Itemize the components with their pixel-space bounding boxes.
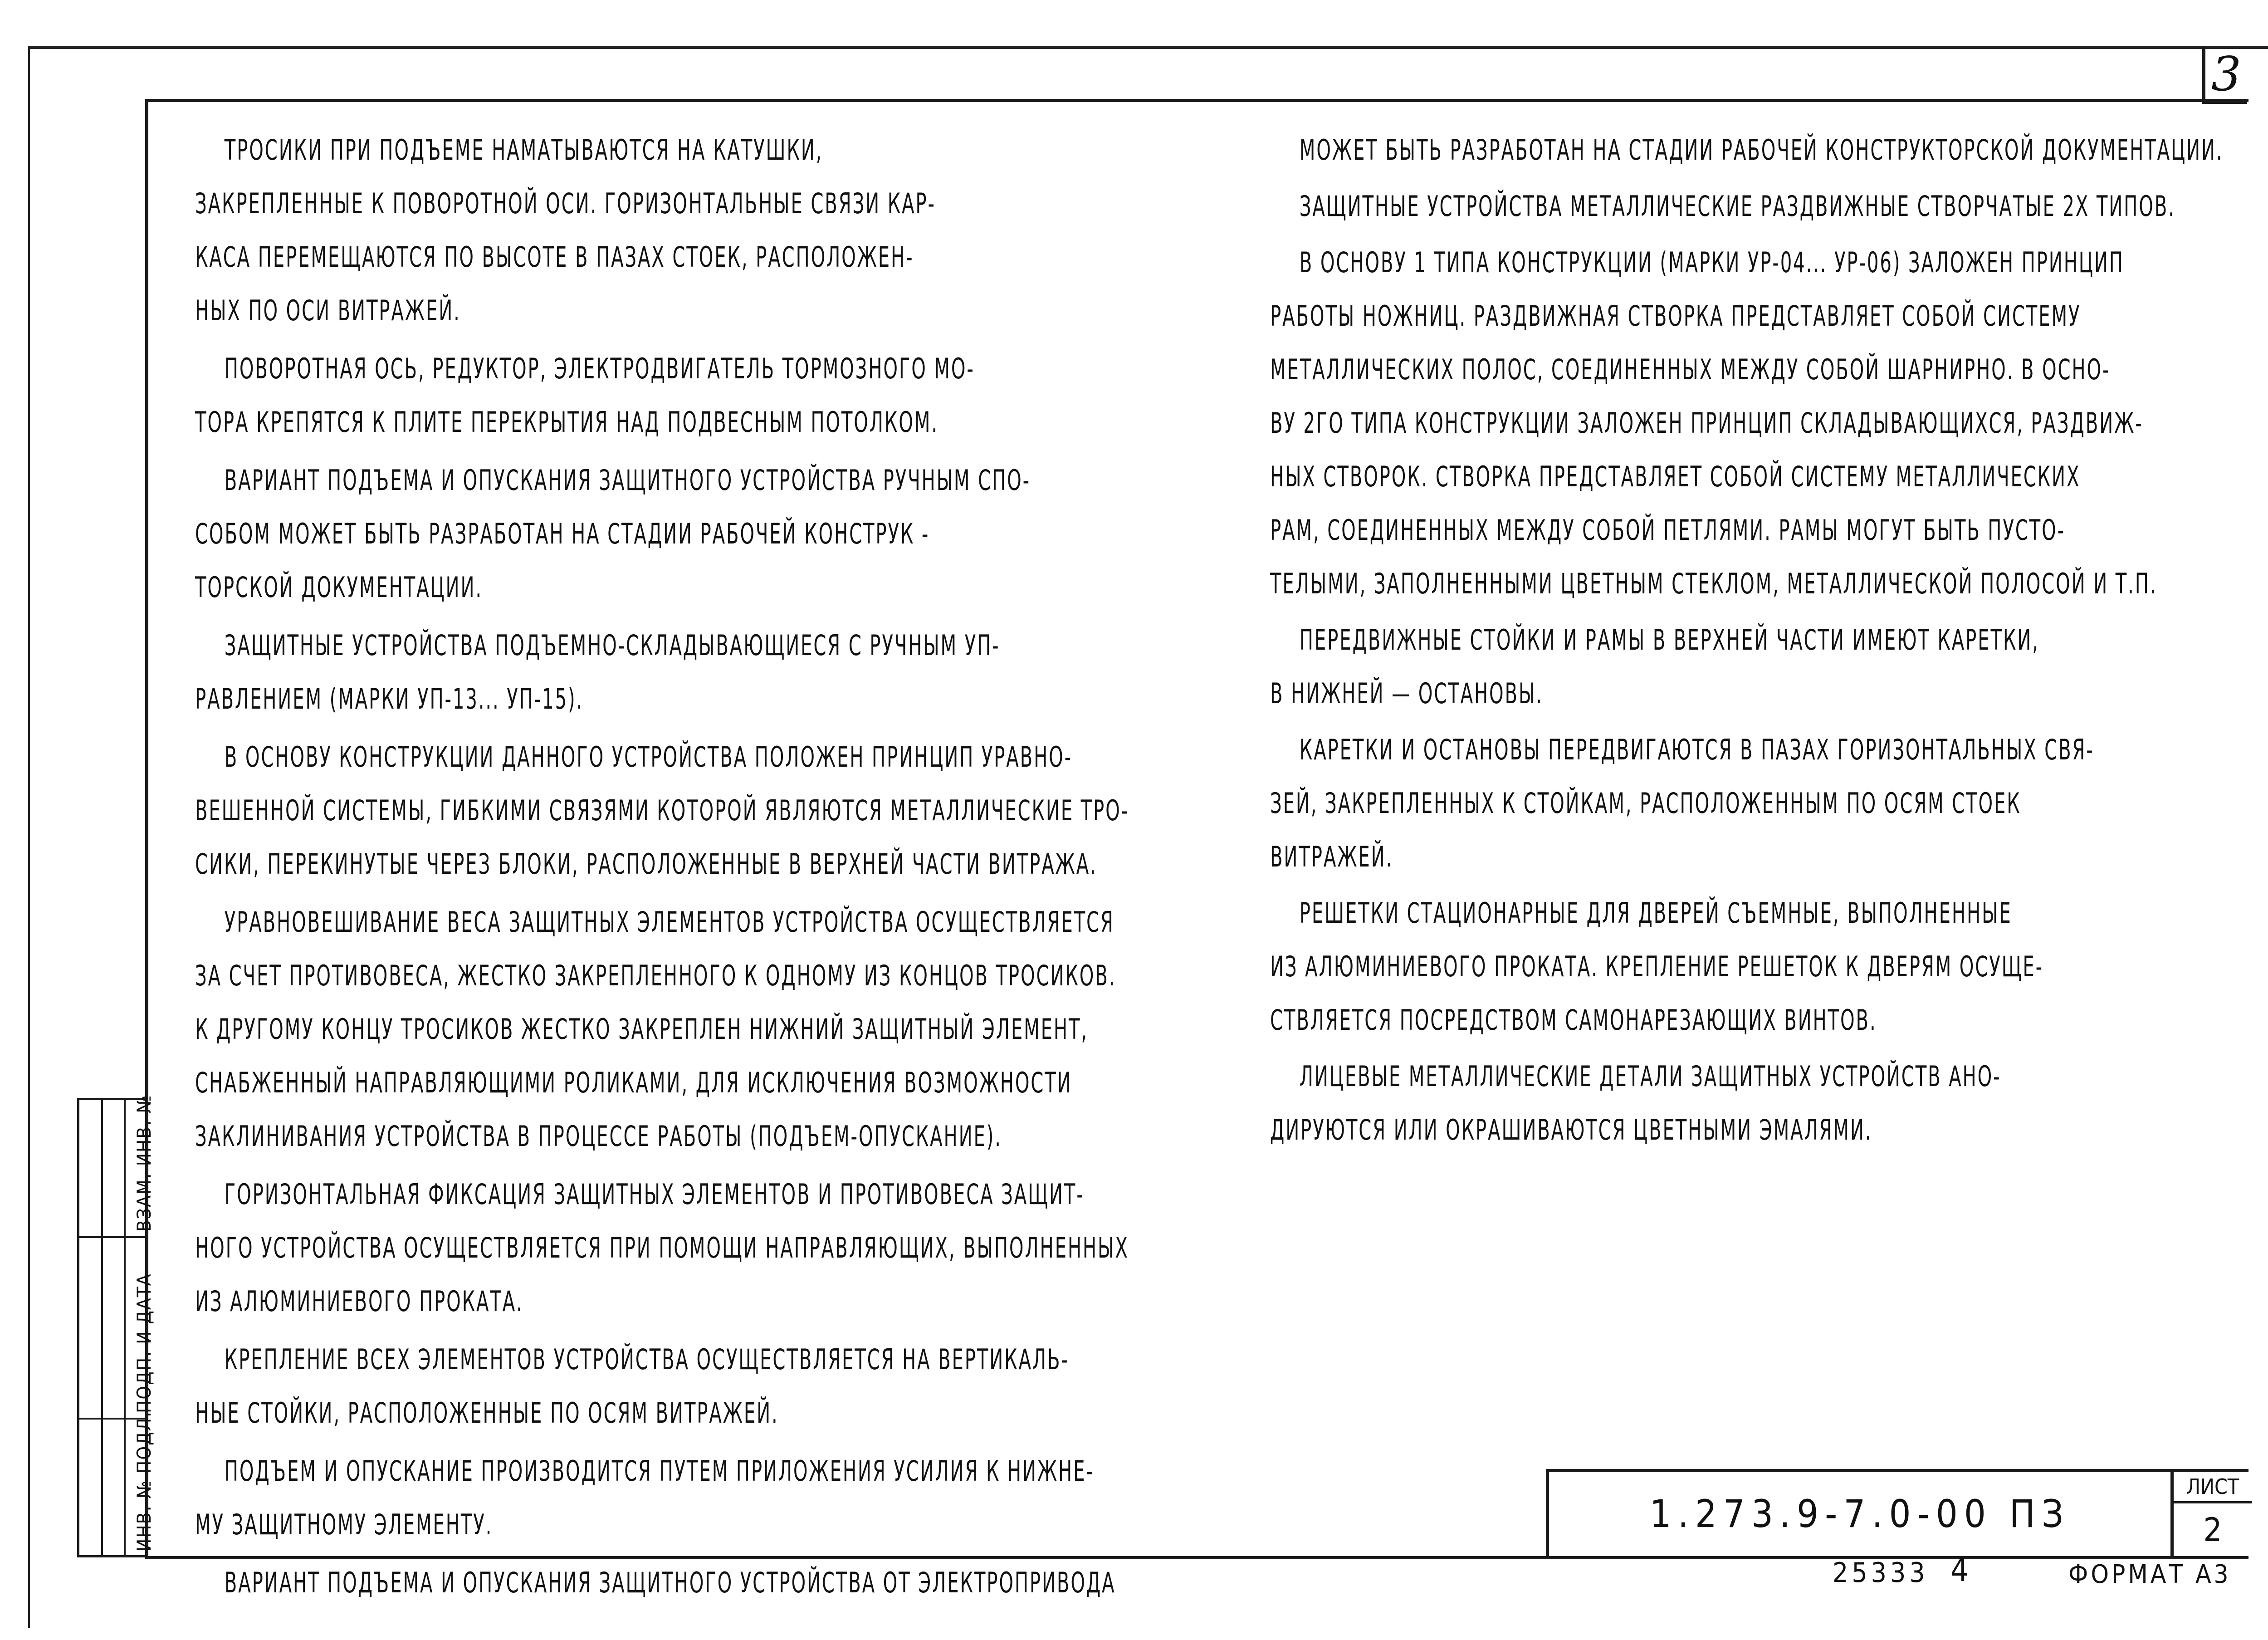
paragraph bbox=[195, 1444, 1315, 1552]
text-line: КРЕПЛЕНИЕ ВСЕХ ЭЛЕМЕНТОВ УСТРОЙСТВА ОСУЩЕСТВЛЯЕТСЯ НА ВЕРТИКАЛЬ- bbox=[224, 1343, 1069, 1376]
left-text-column bbox=[195, 123, 1315, 1610]
paragraph bbox=[195, 1168, 1315, 1328]
text-line: ЛИЦЕВЫЕ МЕТАЛЛИЧЕСКИЕ ДЕТАЛИ ЗАЩИТНЫХ УСТРОЙСТВ АНО- bbox=[1299, 1060, 2001, 1093]
text-line: ПЕРЕДВИЖНЫЕ СТОЙКИ И РАМЫ В ВЕРХНЕЙ ЧАСТИ ИМЕЮТ КАРЕТКИ, bbox=[1299, 623, 2039, 656]
title-block bbox=[1546, 1469, 2248, 1556]
stamp-podp-data: ПОДП. И ДАТА bbox=[133, 1273, 155, 1413]
paragraph bbox=[195, 342, 1315, 449]
text-line: НОГО УСТРОЙСТВА ОСУЩЕСТВЛЯЕТСЯ ПРИ ПОМОЩИ НАПРАВЛЯЮЩИХ, ВЫПОЛНЕННЫХ bbox=[195, 1231, 1129, 1264]
right-text-column bbox=[1270, 123, 2268, 1157]
text-line: ДИРУЮТСЯ ИЛИ ОКРАШИВАЮТСЯ ЦВЕТНЫМИ ЭМАЛЯМИ. bbox=[1270, 1113, 1872, 1146]
text-line: КАРЕТКИ И ОСТАНОВЫ ПЕРЕДВИГАЮТСЯ В ПАЗАХ ГОРИЗОНТАЛЬНЫХ СВЯ- bbox=[1299, 733, 2094, 766]
text-line: ПОДЪЕМ И ОПУСКАНИЕ ПРОИЗВОДИТСЯ ПУТЕМ ПРИЛОЖЕНИЯ УСИЛИЯ К НИЖНЕ- bbox=[224, 1454, 1094, 1488]
document-code: 1.273.9-7.0-00 ПЗ bbox=[1649, 1492, 2070, 1536]
text-line: НЫХ СТВОРОК. СТВОРКА ПРЕДСТАВЛЯЕТ СОБОЙ СИСТЕМУ МЕТАЛЛИЧЕСКИХ bbox=[1270, 460, 2081, 493]
sheet-number: 2 bbox=[2203, 1511, 2222, 1549]
inventory-number: 25333 bbox=[1833, 1557, 1929, 1589]
text-line: КАСА ПЕРЕМЕЩАЮТСЯ ПО ВЫСОТЕ В ПАЗАХ СТОЕК, РАСПОЛОЖЕН- bbox=[195, 240, 914, 274]
text-line: ЗЕЙ, ЗАКРЕПЛЕННЫХ К СТОЙКАМ, РАСПОЛОЖЕННЫМ ПО ОСЯМ СТОЕК bbox=[1270, 787, 2021, 820]
text-line: СИКИ, ПЕРЕКИНУТЫЕ ЧЕРЕЗ БЛОКИ, РАСПОЛОЖЕННЫЕ В ВЕРХНЕЙ ЧАСТИ ВИТРАЖА. bbox=[195, 847, 1097, 881]
text-line: ВУ 2ГО ТИПА КОНСТРУКЦИИ ЗАЛОЖЕН ПРИНЦИП СКЛАДЫВАЮЩИХСЯ, РАЗДВИЖ- bbox=[1270, 406, 2143, 440]
text-line: ЗАКЛИНИВАНИЯ УСТРОЙСТВА В ПРОЦЕССЕ РАБОТЫ (ПОДЪЕМ-ОПУСКАНИЕ). bbox=[195, 1120, 1002, 1153]
text-line: К ДРУГОМУ КОНЦУ ТРОСИКОВ ЖЕСТКО ЗАКРЕПЛЕН НИЖНИЙ ЗАЩИТНЫЙ ЭЛЕМЕНТ, bbox=[195, 1013, 1088, 1046]
text-line: УРАВНОВЕШИВАНИЕ ВЕСА ЗАЩИТНЫХ ЭЛЕМЕНТОВ УСТРОЙСТВА ОСУЩЕСТВЛЯЕТСЯ bbox=[224, 906, 1114, 939]
sheet-cell bbox=[2170, 1472, 2252, 1556]
paragraph bbox=[1270, 180, 2268, 233]
sheet-mark-number: 3 bbox=[2211, 46, 2242, 102]
text-line: СНАБЖЕННЫЙ НАПРАВЛЯЮЩИМИ РОЛИКАМИ, ДЛЯ ИСКЛЮЧЕНИЯ ВОЗМОЖНОСТИ bbox=[195, 1066, 1072, 1099]
stamp-column-2 bbox=[101, 1100, 126, 1555]
text-line: ТРОСИКИ ПРИ ПОДЪЕМЕ НАМАТЫВАЮТСЯ НА КАТУШКИ, bbox=[224, 133, 823, 166]
text-line: МОЖЕТ БЫТЬ РАЗРАБОТАН НА СТАДИИ РАБОЧЕЙ КОНСТРУКТОРСКОЙ ДОКУМЕНТАЦИИ. bbox=[1299, 133, 2224, 166]
text-line: В ОСНОВУ 1 ТИПА КОНСТРУКЦИИ (МАРКИ УР-04... УР-06) ЗАЛОЖЕН ПРИНЦИП bbox=[1299, 246, 2124, 279]
paragraph bbox=[195, 730, 1315, 891]
text-line: ИЗ АЛЮМИНИЕВОГО ПРОКАТА. КРЕПЛЕНИЕ РЕШЕТОК К ДВЕРЯМ ОСУЩЕ- bbox=[1270, 950, 2044, 983]
text-line: ВИТРАЖЕЙ. bbox=[1270, 840, 1393, 873]
text-line: НЫХ ПО ОСИ ВИТРАЖЕЙ. bbox=[195, 294, 461, 327]
text-line: РАБОТЫ НОЖНИЦ. РАЗДВИЖНАЯ СТВОРКА ПРЕДСТАВЛЯЕТ СОБОЙ СИСТЕМУ bbox=[1270, 299, 2081, 333]
text-line: РАМ, СОЕДИНЕННЫХ МЕЖДУ СОБОЙ ПЕТЛЯМИ. РАМЫ МОГУТ БЫТЬ ПУСТО- bbox=[1270, 514, 2065, 547]
text-line: ВАРИАНТ ПОДЪЕМА И ОПУСКАНИЯ ЗАЩИТНОГО УСТРОЙСТВА ОТ ЭЛЕКТРОПРИВОДА bbox=[224, 1566, 1116, 1599]
stamp-inv-podl: ИНВ. № ПОДЛ. bbox=[133, 1410, 155, 1552]
paragraph bbox=[195, 619, 1315, 726]
text-line: ПОВОРОТНАЯ ОСЬ, РЕДУКТОР, ЭЛЕКТРОДВИГАТЕЛЬ ТОРМОЗНОГО МО- bbox=[224, 352, 975, 385]
paragraph bbox=[1270, 236, 2268, 611]
paragraph bbox=[1270, 1050, 2268, 1157]
text-line: МЕТАЛЛИЧЕСКИХ ПОЛОС, СОЕДИНЕННЫХ МЕЖДУ СОБОЙ ШАРНИРНО. В ОСНО- bbox=[1270, 353, 2111, 386]
text-line: ТОРА КРЕПЯТСЯ К ПЛИТЕ ПЕРЕКРЫТИЯ НАД ПОДВЕСНЫМ ПОТОЛКОМ. bbox=[195, 406, 938, 439]
text-line: РАВЛЕНИЕМ (МАРКИ УП-13... УП-15). bbox=[195, 682, 584, 715]
text-line: ИЗ АЛЮМИНИЕВОГО ПРОКАТА. bbox=[195, 1285, 523, 1318]
paragraph bbox=[195, 123, 1315, 338]
text-line: ВЕШЕННОЙ СИСТЕМЫ, ГИБКИМИ СВЯЗЯМИ КОТОРОЙ ЯВЛЯЮТСЯ МЕТАЛЛИЧЕСКИЕ ТРО- bbox=[195, 794, 1129, 827]
text-line: ЗАЩИТНЫЕ УСТРОЙСТВА ПОДЪЕМНО-СКЛАДЫВАЮЩИЕСЯ С РУЧНЫМ УП- bbox=[224, 629, 1000, 662]
text-line: ВАРИАНТ ПОДЪЕМА И ОПУСКАНИЯ ЗАЩИТНОГО УСТРОЙСТВА РУЧНЫМ СПО- bbox=[224, 464, 1031, 497]
text-line: В НИЖНЕЙ — ОСТАНОВЫ. bbox=[1270, 677, 1543, 710]
text-line: РЕШЕТКИ СТАЦИОНАРНЫЕ ДЛЯ ДВЕРЕЙ СЪЕМНЫЕ, ВЫПОЛНЕННЫЕ bbox=[1299, 896, 2012, 930]
text-line: ЗАЩИТНЫЕ УСТРОЙСТВА МЕТАЛЛИЧЕСКИЕ РАЗДВИЖНЫЕ СТВОРЧАТЫЕ 2Х ТИПОВ. bbox=[1299, 190, 2175, 223]
paper-format: ФОРМАТ А3 bbox=[2068, 1560, 2231, 1589]
text-line: ТОРСКОЙ ДОКУМЕНТАЦИИ. bbox=[195, 571, 483, 604]
paragraph bbox=[1270, 723, 2268, 884]
paragraph bbox=[1270, 886, 2268, 1047]
paragraph bbox=[1270, 123, 2268, 177]
stamp-vzam-inv: ВЗАМ. ИНВ. № bbox=[133, 1094, 155, 1232]
sheet-label: ЛИСТ bbox=[2174, 1472, 2252, 1503]
stamp-column-1 bbox=[79, 1100, 103, 1555]
approval-stamp-strip bbox=[77, 1094, 155, 1557]
text-line: В ОСНОВУ КОНСТРУКЦИИ ДАННОГО УСТРОЙСТВА ПОЛОЖЕН ПРИНЦИП УРАВНО- bbox=[224, 740, 1073, 773]
paragraph bbox=[195, 454, 1315, 614]
text-line: СОБОМ МОЖЕТ БЫТЬ РАЗРАБОТАН НА СТАДИИ РАБОЧЕЙ КОНСТРУК - bbox=[195, 517, 930, 550]
paragraph bbox=[1270, 613, 2268, 720]
text-line: ГОРИЗОНТАЛЬНАЯ ФИКСАЦИЯ ЗАЩИТНЫХ ЭЛЕМЕНТОВ И ПРОТИВОВЕСА ЗАЩИТ- bbox=[224, 1178, 1085, 1211]
stamp-divider bbox=[79, 1236, 147, 1238]
paragraph bbox=[195, 1333, 1315, 1440]
text-line: ТЕЛЫМИ, ЗАПОЛНЕННЫМИ ЦВЕТНЫМ СТЕКЛОМ, МЕТАЛЛИЧЕСКОЙ ПОЛОСОЙ И Т.П. bbox=[1270, 567, 2157, 600]
paragraph bbox=[195, 896, 1315, 1163]
text-line: СТВЛЯЕТСЯ ПОСРЕДСТВОМ САМОНАРЕЗАЮЩИХ ВИНТОВ. bbox=[1270, 1004, 1877, 1037]
text-line: НЫЕ СТОЙКИ, РАСПОЛОЖЕННЫЕ ПО ОСЯМ ВИТРАЖЕЙ. bbox=[195, 1396, 779, 1429]
sheet-mark bbox=[2202, 47, 2247, 104]
paragraph bbox=[195, 1556, 1315, 1610]
copy-number: 4 bbox=[1950, 1552, 1969, 1589]
text-line: ЗАКРЕПЛЕННЫЕ К ПОВОРОТНОЙ ОСИ. ГОРИЗОНТАЛЬНЫЕ СВЯЗИ КАР- bbox=[195, 187, 936, 220]
text-line: МУ ЗАЩИТНОМУ ЭЛЕМЕНТУ. bbox=[195, 1508, 493, 1541]
text-line: ЗА СЧЕТ ПРОТИВОВЕСА, ЖЕСТКО ЗАКРЕПЛЕННОГО К ОДНОМУ ИЗ КОНЦОВ ТРОСИКОВ. bbox=[195, 959, 1116, 992]
